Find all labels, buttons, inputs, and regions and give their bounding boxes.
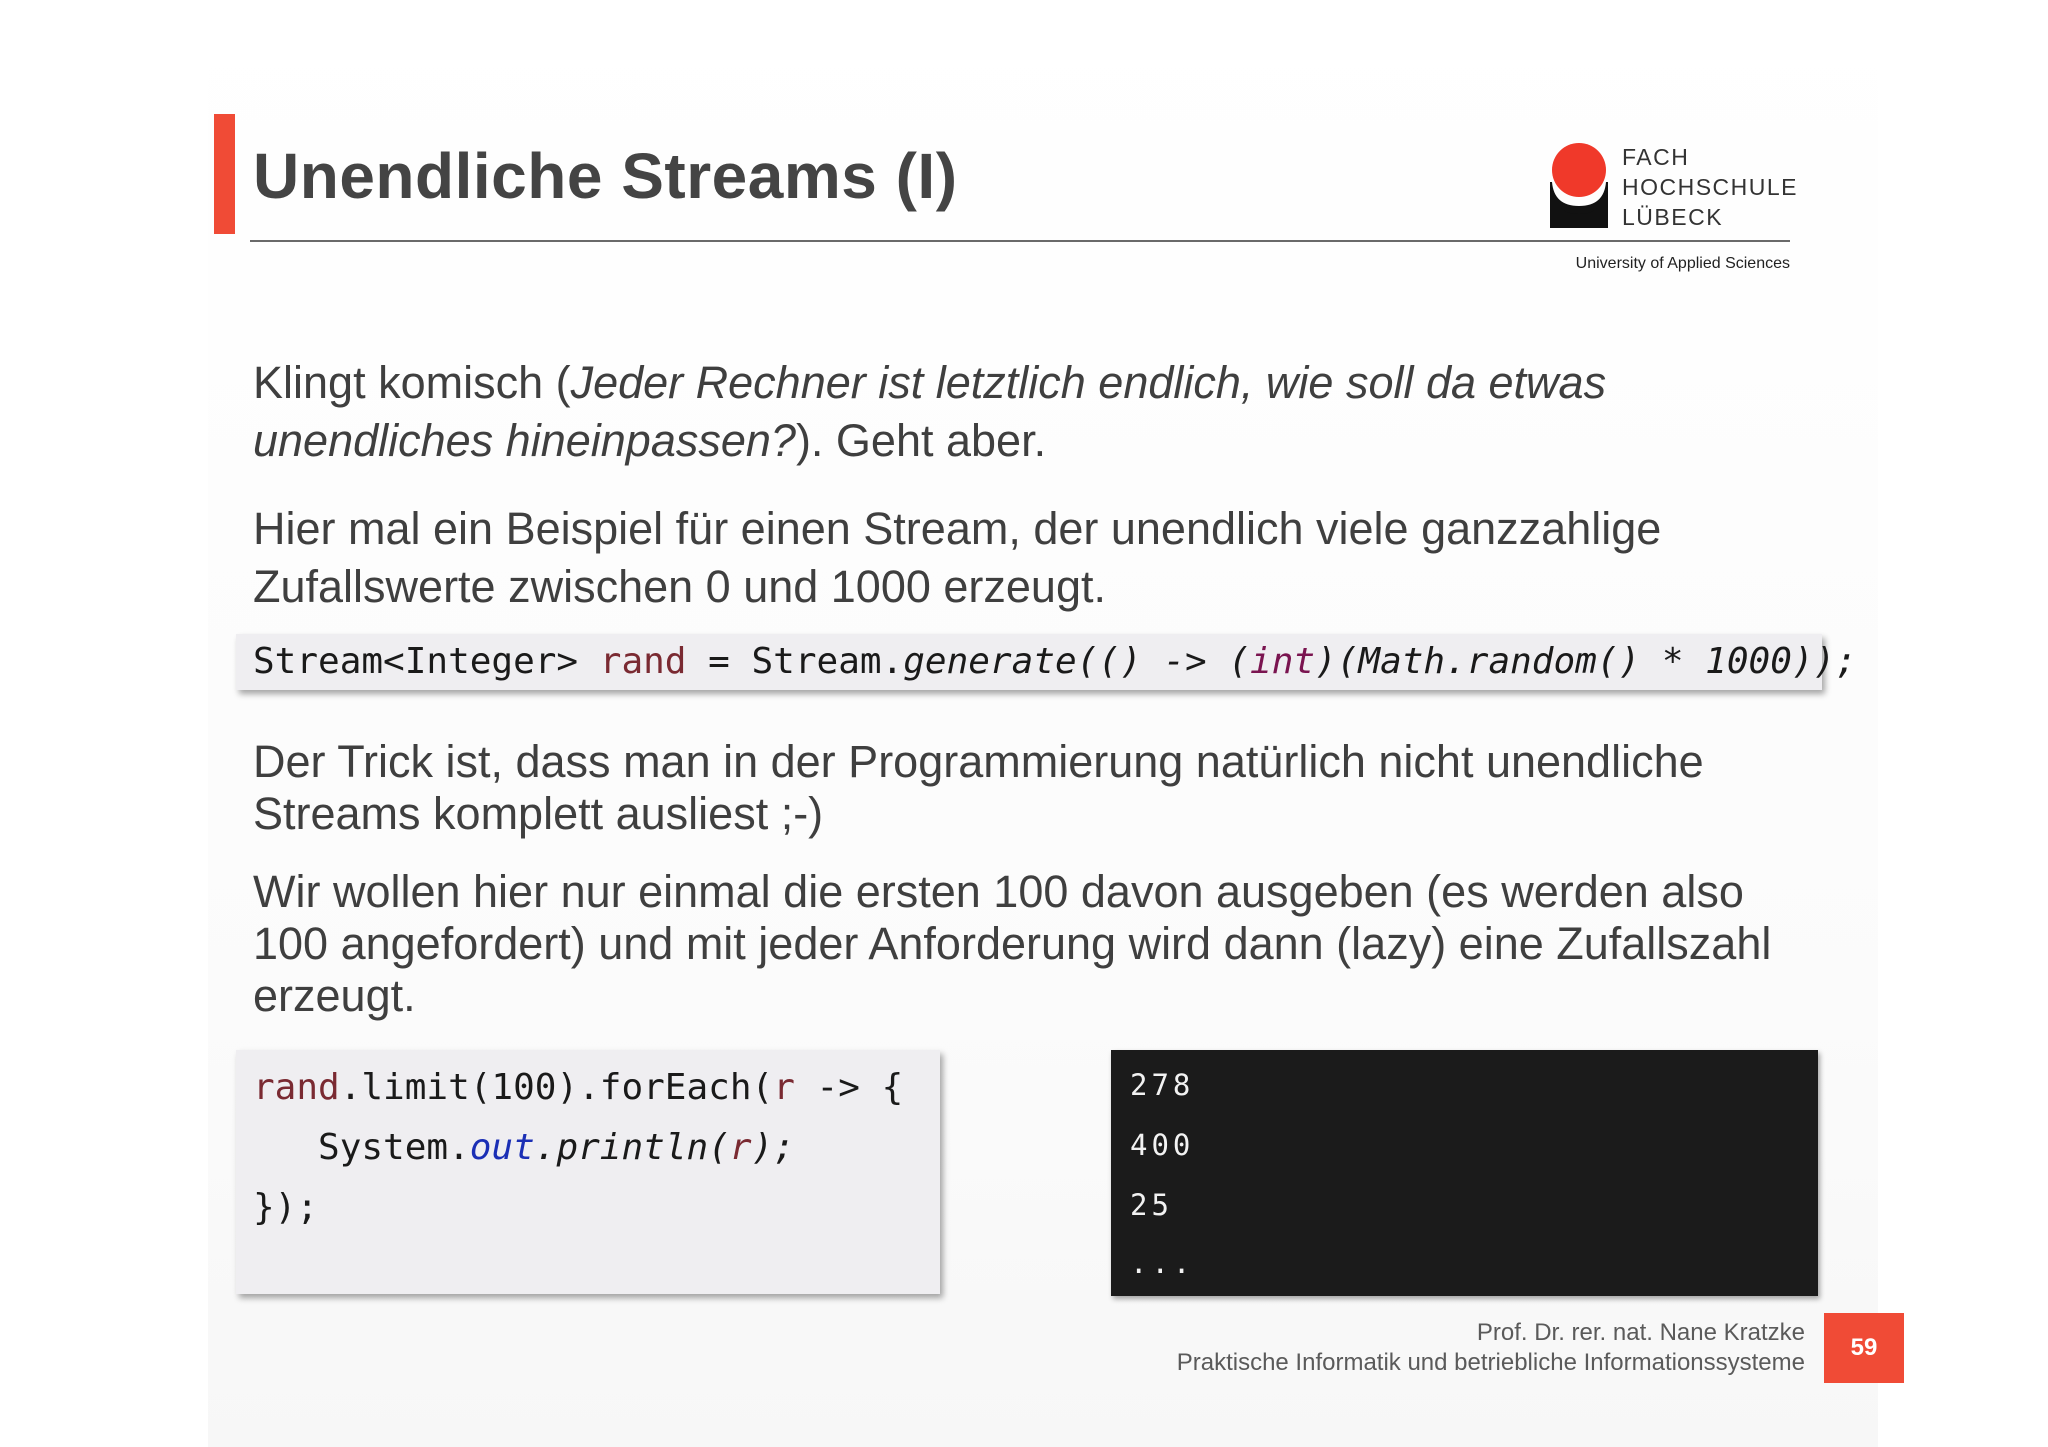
intro-tail: ). Geht aber. xyxy=(795,415,1047,466)
console-output xyxy=(1111,1050,1818,1296)
code-token: -> { xyxy=(794,1067,904,1108)
code-token: System. xyxy=(253,1127,470,1168)
page-number: 59 xyxy=(1824,1313,1904,1383)
code-line xyxy=(253,1118,940,1178)
console-line: ... xyxy=(1130,1246,1195,1280)
code-token: ); xyxy=(751,1127,795,1168)
console-line: 400 xyxy=(1130,1128,1195,1162)
intro-italic: Jeder Rechner ist letztlich endlich, wie soll da etwas unendliches hineinpassen? xyxy=(253,357,1607,466)
paragraph-trick: Der Trick ist, dass man in der Programmierung natürlich nicht unendliche Streams komplett ausliest ;-) xyxy=(253,736,1704,839)
title-divider xyxy=(250,240,1790,242)
slide-footer xyxy=(1177,1318,1805,1378)
code-token: out xyxy=(469,1127,535,1168)
code-token: r xyxy=(729,1127,752,1168)
code-block-generate xyxy=(236,634,1857,690)
paragraph-limit: Wir wollen hier nur einmal die ersten 100 davon ausgeben (es werden also 100 angefordert) und mit jeder Anforderung wird dann (lazy) eine Zufallszahl erzeugt. xyxy=(253,866,1772,1021)
logo-line-hochschule: HOCHSCHULE xyxy=(1622,174,1799,200)
footer-author: Prof. Dr. rer. nat. Nane Kratzke xyxy=(1476,1319,1805,1346)
code-token: .limit(100).forEach( xyxy=(339,1067,774,1108)
logo-wordmark xyxy=(1622,142,1798,232)
code-token: )(Math.random() * 1000)); xyxy=(1315,641,1857,682)
slide-title: Unendliche Streams (I) xyxy=(253,140,958,212)
code-token: int xyxy=(1250,641,1316,682)
console-line: 278 xyxy=(1130,1068,1195,1102)
code-token: rand xyxy=(253,1067,340,1108)
code-block-foreach xyxy=(236,1050,940,1294)
code-token: = Stream. xyxy=(686,641,904,682)
title-accent-bar xyxy=(214,114,235,234)
logo-line-luebeck: LÜBECK xyxy=(1622,204,1724,230)
code-token: r xyxy=(773,1067,795,1108)
code-token: }); xyxy=(253,1187,319,1228)
paragraph-intro xyxy=(253,354,1813,470)
logo-subtitle: University of Applied Sciences xyxy=(1575,255,1790,272)
code-token: .println( xyxy=(534,1127,730,1168)
code-token: generate(() -> ( xyxy=(903,641,1251,682)
footer-department: Praktische Informatik und betriebliche Informationssysteme xyxy=(1176,1349,1805,1376)
code-token: Stream<Integer> xyxy=(253,641,600,682)
intro-lead: Klingt komisch ( xyxy=(253,357,571,408)
code-line xyxy=(253,1058,940,1118)
console-line: 25 xyxy=(1130,1188,1173,1222)
fh-luebeck-logo-icon xyxy=(1546,140,1612,228)
logo-line-fach: FACH xyxy=(1622,144,1690,170)
paragraph-example: Hier mal ein Beispiel für einen Stream, der unendlich viele ganzzahlige Zufallswerte zwischen 0 und 1000 erzeugt. xyxy=(253,503,1662,612)
code-token: rand xyxy=(599,641,687,682)
code-line xyxy=(253,1178,940,1238)
